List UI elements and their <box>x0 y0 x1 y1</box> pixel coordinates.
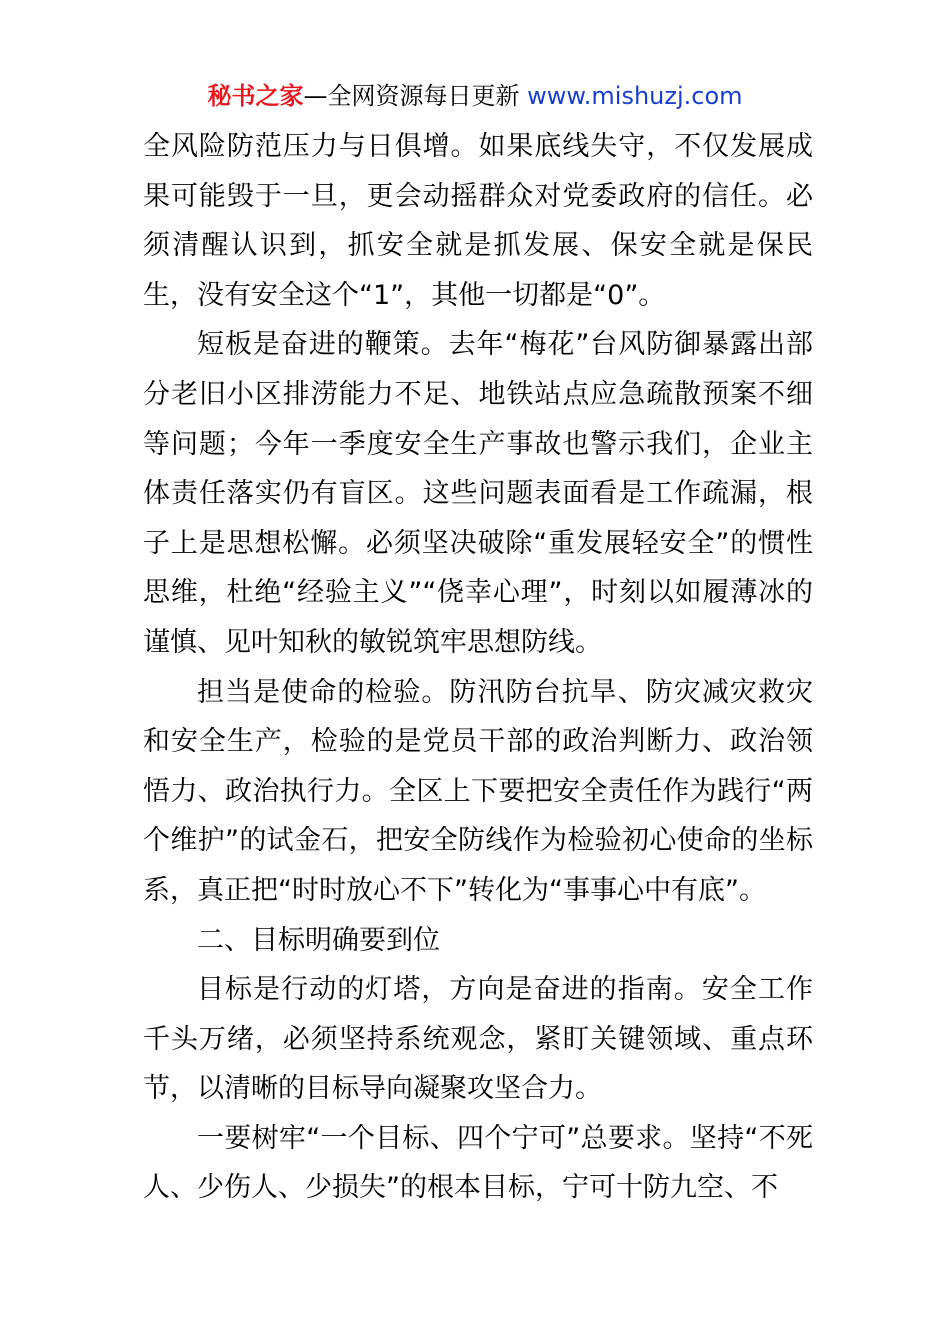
site-url[interactable]: www.mishuzj.com <box>527 82 743 110</box>
site-tagline: —全网资源每日更新 <box>303 82 528 110</box>
section-heading: 二、目标明确要到位 <box>197 924 440 956</box>
paragraph-shortcomings: 短板是奋进的鞭策。去年“梅花”台风防御暴露出部分老旧小区排涝能力不足、地铁站点应急疏散预案不细等问题；今年一季度安全生产事故也警示我们，企业主体责任落实仍有盲区。这些问题表面看是工作疏漏，根子上是思想松懈。必须坚决破除“重发展轻安全”的惯性思维，杜绝“经验主义”“侥幸心理”，时刻以如履薄冰的谨慎、见叶知秋的敏锐筑牢思想防线。 <box>143 329 813 658</box>
paragraph-first-requirement: 一要树牢“一个目标、四个宁可”总要求。坚持“不死人、少伤人、少损失”的根本目标，宁可十防九空、不 <box>143 1122 813 1204</box>
site-brand: 秘书之家 <box>207 82 304 110</box>
document-body <box>143 122 813 1213</box>
paragraph-responsibility: 担当是使命的检验。防汛防台抗旱、防灾减灾救灾和安全生产，检验的是党员干部的政治判断力、政治领悟力、政治执行力。全区上下要把安全责任作为践行“两个维护”的试金石，把安全防线作为检验初心使命的坐标系，真正把“时时放心不下”转化为“事事心中有底”。 <box>143 676 813 906</box>
paragraph-goals: 目标是行动的灯塔，方向是奋进的指南。安全工作千头万绪，必须坚持系统观念，紧盯关键领域、重点环节，以清晰的目标导向凝聚攻坚合力。 <box>143 974 813 1105</box>
site-header <box>0 80 950 112</box>
paragraph-continued: 全风险防范压力与日俱增。如果底线失守，不仅发展成果可能毁于一旦，更会动摇群众对党委政府的信任。必须清醒认识到，抓安全就是抓发展、保安全就是保民生，没有安全这个“1”，其他一切都是“0”。 <box>143 131 813 311</box>
